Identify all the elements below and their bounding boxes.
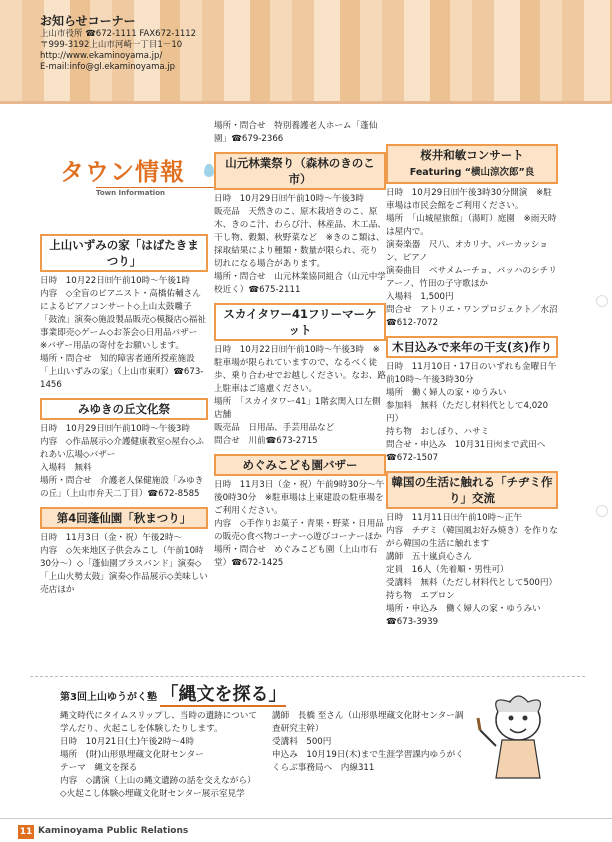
juku-place: 場所 (財)山形県埋蔵文化財センター (60, 750, 204, 760)
contact-block (40, 16, 196, 73)
binder-hole (596, 505, 608, 517)
event-bring: 持ち物 おしぼり、ハサミ (386, 427, 490, 437)
column-right (386, 138, 558, 629)
website-link[interactable]: http://www.ekaminoyama.jp/ (40, 51, 163, 61)
juku-theme: テーマ 縄文を探る (60, 763, 138, 773)
town-info-heading (60, 152, 216, 197)
event-bring: 持ち物 エプロン (386, 591, 455, 601)
event-date: 日時 10月29日㈰午後3時30分開演 ※駐車場は市民会館をご利用ください。 (386, 188, 552, 211)
event-content: 内容 ◇矢来地区子供会みこし（午前10時30分～）◇「蓬仙園ブラスバンド」演奏◇「上山火勢太鼓」演奏◇作品展示◇美味しい売店ほか (40, 546, 208, 595)
event-goods: 販売品 天然きのこ、原木栽培きのこ、原木、きのこ汁、わらび汁、林産品、木工品、干し物、穀類、秋野菜など ※きのこ類は、採取結果により種類・数量が限られ、売り切れになる場合があります。 (214, 207, 386, 269)
event-fee: 入場料 1,500円 (386, 292, 454, 302)
event-fee: 受講料 無料（ただし材料代として500円） (386, 578, 558, 588)
event-place: 場所・問合せ 山元林業協同組合（山元中学校近く）☎675-2111 (214, 272, 386, 295)
event-date: 日時 10月29日㈰午前10時～午後3時 (214, 194, 364, 204)
event-place: 場所・問合せ 知的障害者通所授産施設「上山いずみの家」（上山市東町）☎673-1456 (40, 354, 204, 390)
publication-name: Kaminoyama Public Relations (38, 826, 189, 836)
column-middle (214, 120, 386, 570)
event-content: 内容 チヂミ（韓国風お好み焼き）を作りながら韓国の生活に触れます (386, 526, 558, 549)
event-title: めぐみこども園バザー (214, 454, 386, 476)
event-date: 日時 11月11日㈯午前10時～正午 (386, 513, 522, 523)
page-number: 11 (19, 827, 33, 837)
event-contact: 問合せ 川前☎673-2715 (214, 436, 318, 446)
event-instruments: 演奏楽器 尺八、オカリナ、パーカッション、ピアノ (386, 240, 548, 263)
event-title-main: 桜井和敏コンサート (420, 148, 524, 162)
juku-content: 内容 ◇講演（上山の縄文遺跡の話を交えながら）◇火起こし体験◇埋蔵文化財センター展示室見学 (60, 776, 256, 799)
jomon-figure-illustration (470, 690, 565, 785)
event-title: みゆきの丘文化祭 (40, 398, 208, 420)
event-date: 日時 11月3日（金・祝）午前9時30分～午後0時30分 ※駐車場は上東建設の駐車場をご利用ください。 (214, 480, 385, 516)
event-place: 場所・問合せ 介護老人保健施設「みゆきの丘」（上山市弁天二丁目）☎672-8585 (40, 476, 204, 499)
event-title: 山元林業祭り（森林のきのこ市） (214, 152, 386, 190)
event-date: 日時 10月22日㈰午前10時～午後3時 ※駐車場が限られていますので、なるべく徒歩、乗り合わせでお越しください。なお、路上駐車はご遠慮ください。 (214, 345, 386, 394)
event-title: 韓国の生活に触れる「チヂミ作り」交流 (386, 471, 558, 509)
event-apply: 場所・申込み 働く婦人の家・ゆうみい☎673-3939 (386, 604, 541, 627)
column-left (40, 228, 208, 597)
juku-title: 「縄文を探る」 (160, 684, 287, 705)
event-content: 内容 ◇全盲のピアニスト・高橋佑輔さんによるピアノコンサート◇上山太鼓囃子「鼓流」演奏◇施設製品販売◇模擬店◇福祉事業即売◇ゲーム◇お茶会◇日用品バザー ※バザー用品の寄付をお願いします。 (40, 289, 206, 351)
banner-title: お知らせコーナー (40, 14, 136, 28)
event-date: 日時 11月10日・17日のいずれも金曜日午前10時～午後3時30分 (386, 362, 557, 385)
event-songs: 演奏曲目 ベサメムーチョ、バッハのシチリアーノ、竹田の子守歌ほか (386, 266, 557, 289)
event-place: 場所 「山城屋旅館」（湯町）庭園 ※雨天時は屋内で。 (386, 214, 557, 237)
event-goods: 販売品 日用品、手芸用品など (214, 423, 335, 433)
juku-apply: 申込み 10月19日(木)まで生涯学習課内ゆうがくくらぶ事務局へ 内線311 (272, 750, 464, 773)
event-place: 場所 「スカイタワー41」1階玄関入口左側店舗 (214, 397, 381, 420)
header-banner (0, 0, 612, 104)
event-content: 内容 ◇手作りお菓子・青果・野菜・日用品の販売◇食べ物コーナー◇遊びコーナーほか (214, 519, 384, 542)
town-subtitle: Town Information (96, 187, 216, 197)
water-drop-icon (204, 164, 214, 177)
event-capacity: 定員 16人（先着順・男性可） (386, 565, 509, 575)
event-date: 日時 11月3日（金・祝）午後2時～ (40, 533, 183, 543)
event-place: 場所・問合せ めぐみこども園（上山市石堂）☎672-1425 (214, 545, 378, 568)
event-date: 日時 10月22日㈰午前10時～午後1時 (40, 276, 190, 286)
juku-col-left (60, 710, 260, 801)
juku-heading (60, 684, 480, 705)
juku-section (60, 684, 480, 801)
event-content: 内容 ◇作品展示◇介護健康教室◇屋台◇ふれあい広場◇バザー (40, 437, 204, 460)
event-place: 場所・問合せ 特別養護老人ホーム「蓬仙園」☎679-2366 (214, 121, 378, 144)
event-title: 木目込みで来年の干支(亥)作り (386, 336, 558, 358)
juku-date: 日時 10月21日(土)午後2時～4時 (60, 737, 195, 747)
event-title: スカイタワー41フリーマーケット (214, 303, 386, 341)
juku-body (60, 710, 480, 801)
event-date: 日時 10月29日㈰午前10時～午後3時 (40, 424, 190, 434)
email-link[interactable]: E-mail:info@gl.ekaminoyama.jp (40, 62, 176, 72)
office-line: 上山市役所 ☎672-1111 FAX672-1112 (40, 29, 197, 39)
event-fee: 参加料 無料（ただし材料代として4,020円） (386, 401, 549, 424)
event-title: 第4回蓬仙園「秋まつり」 (40, 507, 208, 529)
address-line: 〒999-3192上山市河崎一丁目1－10 (40, 40, 183, 50)
event-place: 場所 働く婦人の家・ゆうみい (386, 388, 507, 398)
section-divider (30, 676, 585, 677)
juku-col-right (272, 710, 472, 801)
juku-teacher: 講師 長橋 至さん（山形県埋蔵文化財センター調査研究主幹） (272, 711, 464, 734)
juku-fee: 受講料 500円 (272, 737, 332, 747)
event-title: 上山いずみの家「はばたきまつり」 (40, 234, 208, 272)
binder-hole (596, 295, 608, 307)
event-apply: 問合せ・申込み 10月31日㈫まで武田へ ☎672-1507 (386, 440, 554, 463)
juku-prefix: 第3回上山ゆうがく塾 (60, 692, 157, 703)
page-footer (0, 818, 612, 842)
event-title (386, 144, 558, 184)
event-contact: 問合せ アトリエ・ワンプロジェクト／水沼☎612-7072 (386, 305, 558, 328)
juku-intro: 縄文時代にタイムスリップし、当時の遺跡について学んだり、火起こしを体験したりします。 (60, 711, 257, 734)
town-title: タウン情報 (60, 158, 185, 186)
event-title-sub: Featuring “横山涼次郎”良 (409, 167, 535, 178)
event-fee: 入場料 無料 (40, 463, 92, 473)
event-teacher: 講師 五十嵐貞心さん (386, 552, 472, 562)
